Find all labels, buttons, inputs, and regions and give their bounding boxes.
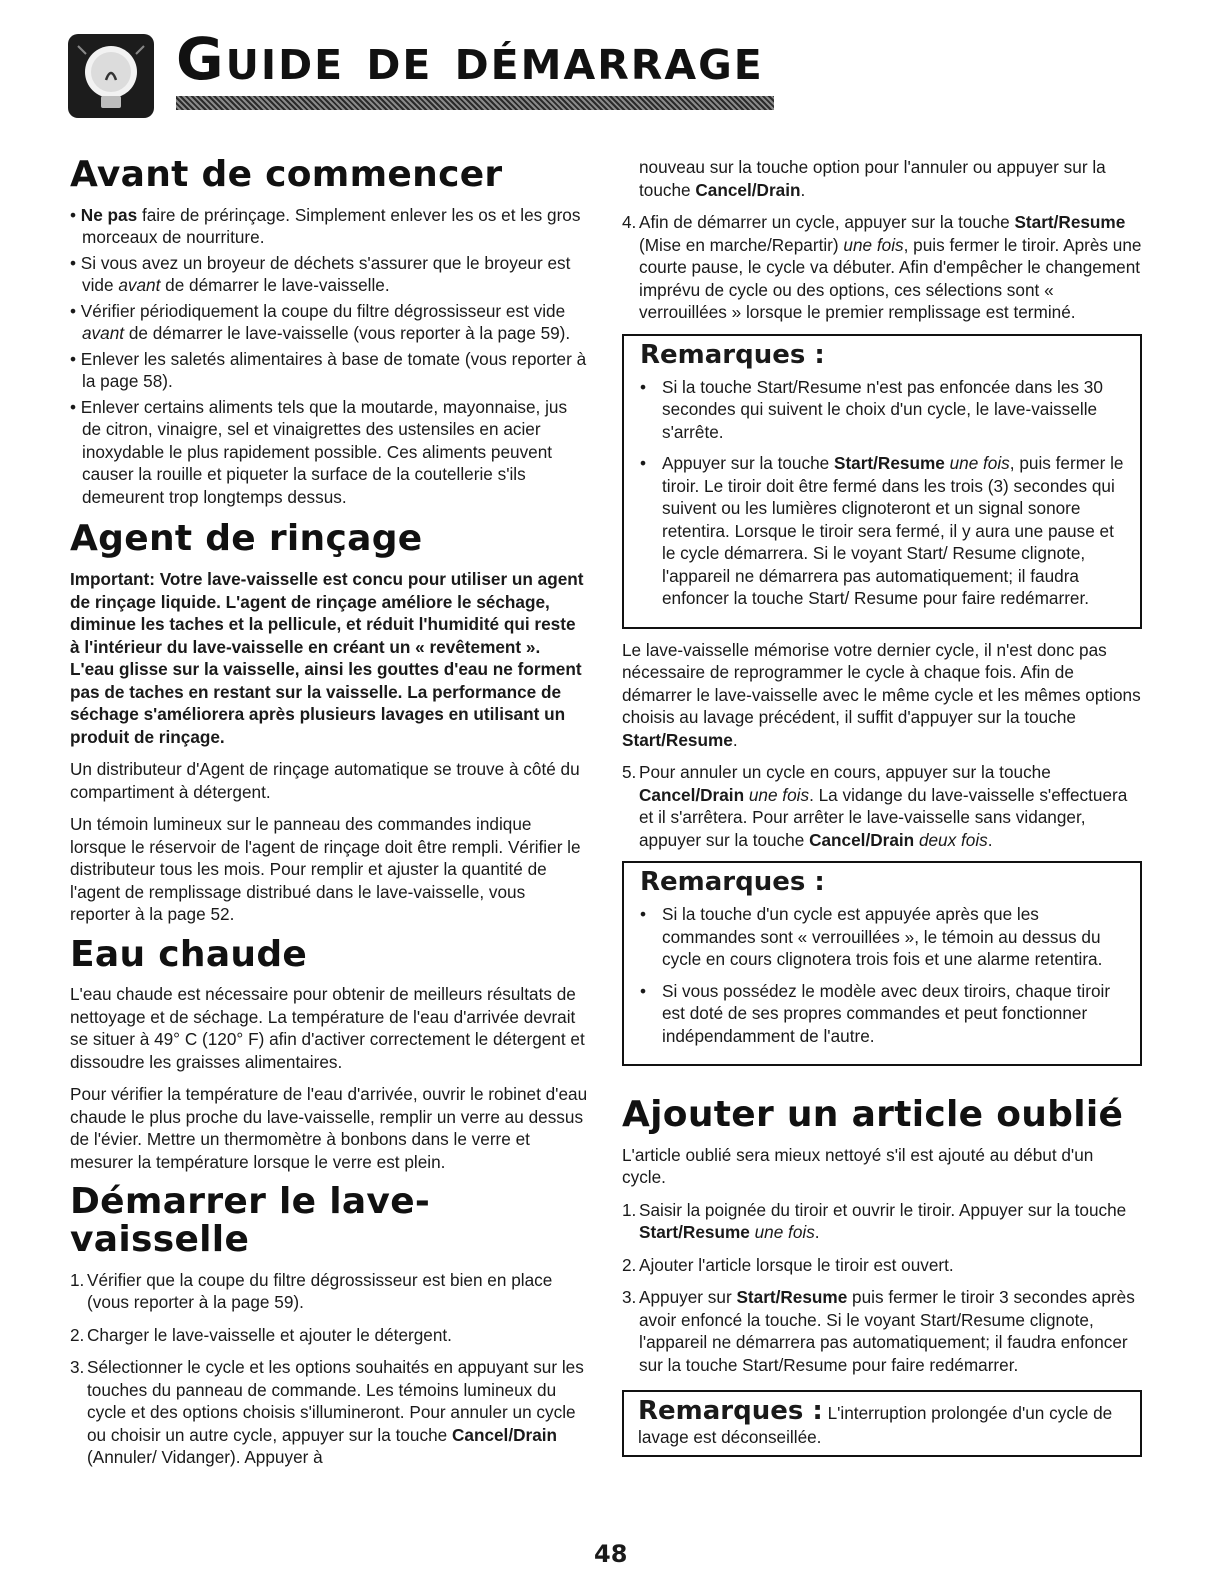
page-number: 48 [594, 1540, 628, 1568]
remarques-box [622, 861, 1142, 1066]
list-item: • Ne pas faire de prérinçage. Simplement enlever les os et les gros morceaux de nourriture. [70, 204, 588, 249]
section-heading-demarrer: Démarrer le lave-vaisselle [70, 1181, 431, 1261]
remarques-heading: Remarques : [640, 867, 825, 897]
remarques-heading: Remarques : [640, 339, 825, 370]
section-heading-agent: Agent de rinçage [70, 518, 423, 560]
paragraph: Le lave-vaisselle mémorise votre dernier cycle, il n'est donc pas nécessaire de reprogrammer le cycle à chaque fois. Afin de démarrer le lave-vaisselle avec le même cycle et les mêmes options choisis au lavage précédent, il suffit d'appuyer sur la touche Start/Resume. [622, 639, 1141, 750]
list-item: 2. Ajouter l'article lorsque le tiroir est ouvert. [622, 1254, 954, 1275]
steps-continued [622, 761, 1142, 851]
list-item: • Enlever les saletés alimentaires à base de tomate (vous reporter à la page 58). [70, 348, 588, 393]
remarques-text: L'interruption prolongée d'un cycle de lavage est déconseillée. [638, 1403, 1113, 1448]
list-item: • Enlever certains aliments tels que la moutarde, mayonnaise, jus de citron, vinaigre, sel et vinaigrettes des ustensiles en acier inoxydable le plus rapidement possible. Ces aliments peuvent causer la rouille et piqueter la surface de la coutellerie s'ils demeurent trop longtemps dessus. [70, 396, 588, 509]
list-item: • Si la touche d'un cycle est appuyée après que les commandes sont « verrouillées », le témoin au dessus du cycle en cours clignotera trois fois et une alarme retentira. [640, 903, 1130, 971]
list-item: 5. Pour annuler un cycle en cours, appuyer sur la touche Cancel/Drain une fois. La vidange du lave-vaisselle s'effectuera et il s'arrêtera. Pour arrêter le lave-vaisselle sans vidanger, appuyer sur la touche Cancel/Drain deux fois. [622, 762, 1128, 850]
paragraph: Un témoin lumineux sur le panneau des commandes indique lorsque le réservoir de l'agent de rinçage doit être rempli. Vérifier le distributeur tous les mois. Pour remplir et ajuster la quantité de l'agent de remplissage distribué dans le lave-vaisselle, vous reporter à la page 52. [70, 814, 581, 925]
list-item: 2. Charger le lave-vaisselle et ajouter le détergent. [70, 1324, 452, 1345]
continued-text: nouveau sur la touche option pour l'annuler ou appuyer sur la touche Cancel/Drain. [639, 157, 1106, 200]
lightbulb-logo-icon [68, 34, 154, 118]
paragraph: L'article oublié sera mieux nettoyé s'il est ajouté au début d'un cycle. [622, 1144, 1094, 1188]
title-underline [176, 96, 774, 110]
list-item: • Si vous possédez le modèle avec deux tiroirs, chaque tiroir est doté de ses propres commandes et peut fonctionner indépendamment de l'autre. [640, 980, 1130, 1048]
list-item: • Si vous avez un broyeur de déchets s'assurer que le broyeur est vide avant de démarrer le lave-vaisselle. [70, 252, 588, 297]
remarques-box [622, 334, 1142, 629]
left-column [70, 150, 588, 1481]
list-item: 3. Sélectionner le cycle et les options souhaités en appuyant sur les touches du panneau de commande. Les témoins lumineux du cycle et des options choisis s'illumineront. Pour annuler un cycle ou choisir un autre cycle, appuyer sur la touche Cancel/Drain (Annuler/ Vidanger). Appuyer à [70, 1357, 584, 1468]
important-notice: Important: Votre lave-vaisselle est concu pour utiliser un agent de rinçage liquide. L'agent de rinçage améliore le séchage, diminue les taches et la pellicule, et réduit l'humidité qui reste à l'intérieur du lave-vaisselle en créant un « revêtement ». L'eau glisse sur la vaisselle, ainsi les gouttes d'eau ne forment pas de taches en restant sur la vaisselle. La performance de séchage s'améliorera après plusieurs lavages en utilisant un produit de rinçage. [70, 569, 584, 747]
paragraph: L'eau chaude est nécessaire pour obtenir de meilleurs résultats de nettoyage et de séchage. La température de l'eau d'arrivée devrait se situer à 49° C (120° F) afin d'activer correctement le détergent et dissoudre les graisses alimentaires. [70, 984, 585, 1072]
steps-continued [622, 211, 1142, 324]
avant-list [70, 204, 588, 509]
ajouter-steps [622, 1199, 1142, 1377]
remarques-inline-box [622, 1390, 1142, 1457]
demarrer-steps [70, 1269, 588, 1469]
list-item: 4. Afin de démarrer un cycle, appuyer sur la touche Start/Resume (Mise en marche/Repartir) une fois, puis fermer le tiroir. Après une courte pause, le cycle va débuter. Afin d'empêcher le changement imprévu de cycle ou des options, ces sélections sont « verrouillées » lorsque le premier remplissage est terminé. [622, 212, 1142, 322]
remarques-heading: Remarques : [638, 1396, 823, 1427]
list-item: • Appuyer sur la touche Start/Resume une fois, puis fermer le tiroir. Le tiroir doit être fermé dans les trois (3) secondes qui suivent ou les lumières clignoteront et un signal sonore retentira. Lorsque le tiroir sera fermé, il y aura une pause et le cycle démarrera. Si le voyant Start/ Resume clignote, l'appareil ne démarrera pas automatiquement; il faudra enfoncer la touche Start/ Resume pour faire redémarrer. [640, 452, 1130, 610]
section-heading-ajouter: Ajouter un article oublié [622, 1094, 1124, 1135]
section-heading-eau: Eau chaude [70, 933, 308, 975]
list-item: 1. Vérifier que la coupe du filtre dégrossisseur est bien en place (vous reporter à la page 59). [70, 1269, 553, 1313]
paragraph: Un distributeur d'Agent de rinçage automatique se trouve à côté du compartiment à détergent. [70, 759, 580, 802]
list-item: 1. Saisir la poignée du tiroir et ouvrir le tiroir. Appuyer sur la touche Start/Resume une fois. [622, 1199, 1127, 1243]
list-item: • Si la touche Start/Resume n'est pas enfoncée dans les 30 secondes qui suivent le choix d'un cycle, le lave-vaisselle s'arrête. [640, 376, 1130, 444]
paragraph: Pour vérifier la température de l'eau d'arrivée, ouvrir le robinet d'eau chaude le plus proche du lave-vaisselle, remplir un verre au dessus de l'évier. Mettre un thermomètre à bonbons dans le verre et mesurer la température lorsque le verre est plein. [70, 1084, 588, 1172]
page-title: Guide de démarrage [176, 25, 764, 93]
section-heading-avant: Avant de commencer [70, 154, 503, 195]
list-item: • Vérifier périodiquement la coupe du filtre dégrossisseur est vide avant de démarrer le lave-vaisselle (vous reporter à la page 59). [70, 300, 588, 345]
list-item: 3. Appuyer sur Start/Resume puis fermer le tiroir 3 secondes après avoir enfoncé la touche. Si le voyant Start/Resume clignote, l'appareil ne démarrera pas automatiquement; il faudra enfoncer sur la touche Start/Resume pour faire redémarrer. [622, 1287, 1135, 1375]
right-column [622, 156, 1142, 1467]
